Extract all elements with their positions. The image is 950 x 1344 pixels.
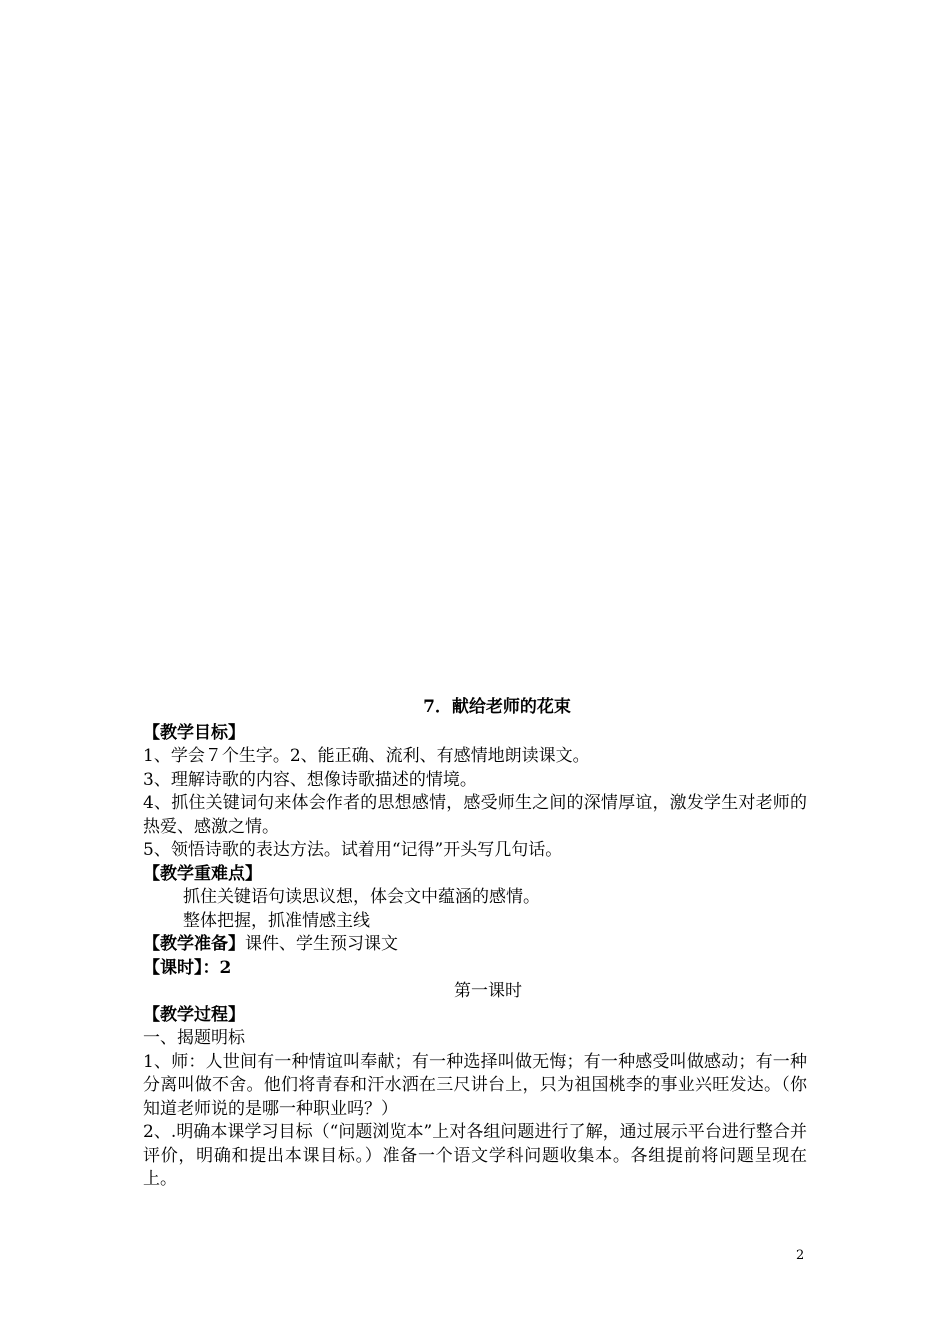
lesson-title: 7．献给老师的花束 <box>423 697 571 717</box>
goal-item: 4、抓住关键词句来体会作者的思想感情，感受师生之间的深情厚谊，激发学生对老师的热爱、感激之情。 <box>143 793 807 837</box>
goal-item: 1、学会７个生字。2、能正确、流利、有感情地朗读课文。 <box>143 746 590 766</box>
heading-class-hours: 【课时】：2 <box>143 957 232 978</box>
process-section-title: 一、揭题明标 <box>143 1028 245 1048</box>
goal-item: 3、理解诗歌的内容、想像诗歌描述的情境。 <box>143 769 477 790</box>
process-paragraph: 2、.明确本课学习目标（“问题浏览本”上对各组问题进行了解，通过展示平台进行整合并评价，明确和提出本课目标。）准备一个语文学科问题收集本。各组提前将问题呈现在上。 <box>143 1122 807 1189</box>
page-number: 2 <box>796 1248 805 1263</box>
teaching-prep <box>143 933 807 957</box>
heading-key-points: 【教学重难点】 <box>143 863 262 884</box>
key-point-item: 抓住关键语句读思议想，体会文中蕴涵的感情。 <box>183 887 540 907</box>
lesson-period-label: 第一课时 <box>454 981 522 1001</box>
teaching-prep-text: 课件、学生预习课文 <box>245 934 398 954</box>
document-body <box>143 696 807 1192</box>
heading-teaching-process: 【教学过程】 <box>143 1004 245 1025</box>
heading-teaching-goals: 【教学目标】 <box>143 722 245 743</box>
heading-teaching-prep: 【教学准备】 <box>143 934 245 954</box>
key-point-item: 整体把握，抓准情感主线 <box>183 910 370 931</box>
goal-item: 5、领悟诗歌的表达方法。试着用“记得”开头写几句话。 <box>143 840 563 860</box>
process-paragraph: 1、师：人世间有一种情谊叫奉献；有一种选择叫做无悔；有一种感受叫做感动；有一种分离叫做不舍。他们将青春和汗水洒在三尺讲台上，只为祖国桃李的事业兴旺发达。（你知道老师说的是哪一种职业吗？） <box>143 1051 807 1119</box>
